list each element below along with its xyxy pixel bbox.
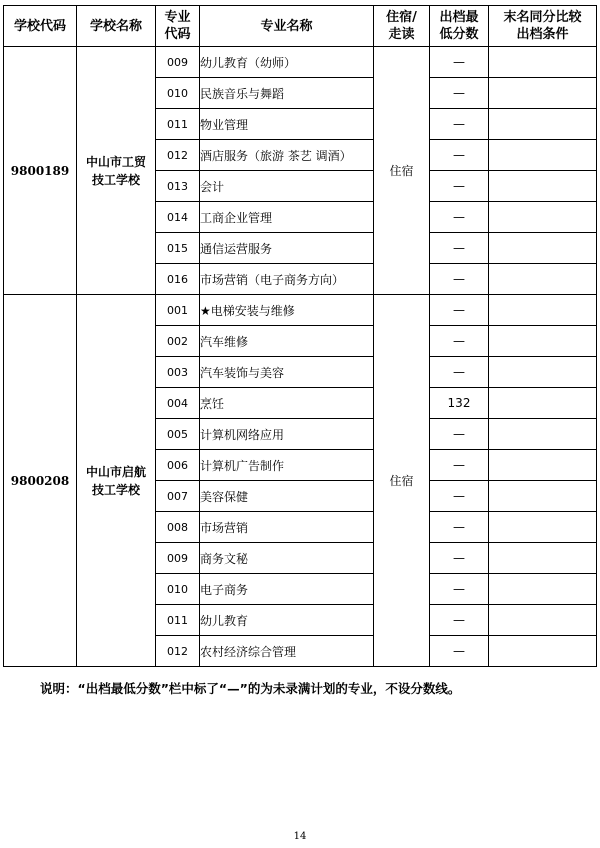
min-score-cell: 132 bbox=[430, 388, 489, 419]
page-number: 14 bbox=[293, 831, 307, 842]
major-name-cell: 商务文秘 bbox=[200, 543, 374, 574]
header-school-code: 学校代码 bbox=[4, 6, 77, 47]
major-code-cell: 011 bbox=[156, 605, 200, 636]
table-row bbox=[4, 47, 597, 78]
tie-condition-cell bbox=[489, 47, 597, 78]
school-name-cell: 中山市工贸 技工学校 bbox=[77, 47, 156, 295]
major-name-cell: 汽车维修 bbox=[200, 326, 374, 357]
major-code-cell: 005 bbox=[156, 419, 200, 450]
header-major-name: 专业名称 bbox=[200, 6, 374, 47]
min-score-cell: — bbox=[430, 47, 489, 78]
min-score-cell: — bbox=[430, 78, 489, 109]
tie-condition-cell bbox=[489, 233, 597, 264]
tie-condition-cell bbox=[489, 574, 597, 605]
major-code-cell: 002 bbox=[156, 326, 200, 357]
tie-condition-cell bbox=[489, 481, 597, 512]
tie-condition-cell bbox=[489, 326, 597, 357]
admissions-table bbox=[3, 5, 597, 667]
min-score-cell: — bbox=[430, 574, 489, 605]
tie-condition-cell bbox=[489, 450, 597, 481]
tie-condition-cell bbox=[489, 264, 597, 295]
major-code-cell: 003 bbox=[156, 357, 200, 388]
major-name-cell: 市场营销 bbox=[200, 512, 374, 543]
major-code-cell: 012 bbox=[156, 636, 200, 667]
min-score-cell: — bbox=[430, 109, 489, 140]
major-code-cell: 007 bbox=[156, 481, 200, 512]
major-name-cell: 美容保健 bbox=[200, 481, 374, 512]
major-name-cell: 酒店服务（旅游 茶艺 调酒） bbox=[200, 140, 374, 171]
header-min-score: 出档最 低分数 bbox=[430, 6, 489, 47]
major-code-cell: 011 bbox=[156, 109, 200, 140]
min-score-cell: — bbox=[430, 326, 489, 357]
min-score-cell: — bbox=[430, 233, 489, 264]
major-code-cell: 006 bbox=[156, 450, 200, 481]
major-code-cell: 004 bbox=[156, 388, 200, 419]
major-name-cell: 电子商务 bbox=[200, 574, 374, 605]
major-name-cell: 会计 bbox=[200, 171, 374, 202]
min-score-cell: — bbox=[430, 419, 489, 450]
table-row bbox=[4, 295, 597, 326]
min-score-cell: — bbox=[430, 264, 489, 295]
major-code-cell: 015 bbox=[156, 233, 200, 264]
table-body bbox=[4, 47, 597, 667]
major-name-cell: 烹饪 bbox=[200, 388, 374, 419]
tie-condition-cell bbox=[489, 295, 597, 326]
header-row bbox=[4, 6, 597, 47]
school-code-cell: 9800189 bbox=[4, 47, 77, 295]
major-name-cell: 工商企业管理 bbox=[200, 202, 374, 233]
major-name-cell: 农村经济综合管理 bbox=[200, 636, 374, 667]
major-code-cell: 001 bbox=[156, 295, 200, 326]
min-score-cell: — bbox=[430, 636, 489, 667]
major-name-cell: 计算机网络应用 bbox=[200, 419, 374, 450]
school-name-cell: 中山市启航 技工学校 bbox=[77, 295, 156, 667]
major-code-cell: 014 bbox=[156, 202, 200, 233]
tie-condition-cell bbox=[489, 388, 597, 419]
major-code-cell: 009 bbox=[156, 47, 200, 78]
min-score-cell: — bbox=[430, 512, 489, 543]
school-code-cell: 9800208 bbox=[4, 295, 77, 667]
header-major-code: 专业 代码 bbox=[156, 6, 200, 47]
header-boarding: 住宿/ 走读 bbox=[374, 6, 430, 47]
major-name-cell: 物业管理 bbox=[200, 109, 374, 140]
tie-condition-cell bbox=[489, 171, 597, 202]
major-code-cell: 016 bbox=[156, 264, 200, 295]
tie-condition-cell bbox=[489, 543, 597, 574]
tie-condition-cell bbox=[489, 202, 597, 233]
major-name-cell: 市场营销（电子商务方向） bbox=[200, 264, 374, 295]
major-code-cell: 010 bbox=[156, 78, 200, 109]
min-score-cell: — bbox=[430, 450, 489, 481]
header-school-name: 学校名称 bbox=[77, 6, 156, 47]
min-score-cell: — bbox=[430, 171, 489, 202]
tie-condition-cell bbox=[489, 78, 597, 109]
boarding-cell: 住宿 bbox=[374, 295, 430, 667]
major-code-cell: 012 bbox=[156, 140, 200, 171]
tie-condition-cell bbox=[489, 109, 597, 140]
major-name-cell: 幼儿教育（幼师） bbox=[200, 47, 374, 78]
major-code-cell: 010 bbox=[156, 574, 200, 605]
major-name-cell: 通信运营服务 bbox=[200, 233, 374, 264]
min-score-cell: — bbox=[430, 357, 489, 388]
tie-condition-cell bbox=[489, 419, 597, 450]
major-name-cell: ★电梯安装与维修 bbox=[200, 295, 374, 326]
major-code-cell: 013 bbox=[156, 171, 200, 202]
tie-condition-cell bbox=[489, 605, 597, 636]
major-name-cell: 民族音乐与舞蹈 bbox=[200, 78, 374, 109]
major-name-cell: 幼儿教育 bbox=[200, 605, 374, 636]
footnote: 说明：“出档最低分数”栏中标了“—”的为未录满计划的专业，不设分数线。 bbox=[40, 681, 461, 696]
major-name-cell: 计算机广告制作 bbox=[200, 450, 374, 481]
min-score-cell: — bbox=[430, 605, 489, 636]
boarding-cell: 住宿 bbox=[374, 47, 430, 295]
tie-condition-cell bbox=[489, 512, 597, 543]
header-tie-condition: 末名同分比较 出档条件 bbox=[489, 6, 597, 47]
tie-condition-cell bbox=[489, 140, 597, 171]
min-score-cell: — bbox=[430, 543, 489, 574]
tie-condition-cell bbox=[489, 636, 597, 667]
min-score-cell: — bbox=[430, 481, 489, 512]
major-name-cell: 汽车装饰与美容 bbox=[200, 357, 374, 388]
major-code-cell: 008 bbox=[156, 512, 200, 543]
major-code-cell: 009 bbox=[156, 543, 200, 574]
min-score-cell: — bbox=[430, 140, 489, 171]
min-score-cell: — bbox=[430, 202, 489, 233]
min-score-cell: — bbox=[430, 295, 489, 326]
tie-condition-cell bbox=[489, 357, 597, 388]
